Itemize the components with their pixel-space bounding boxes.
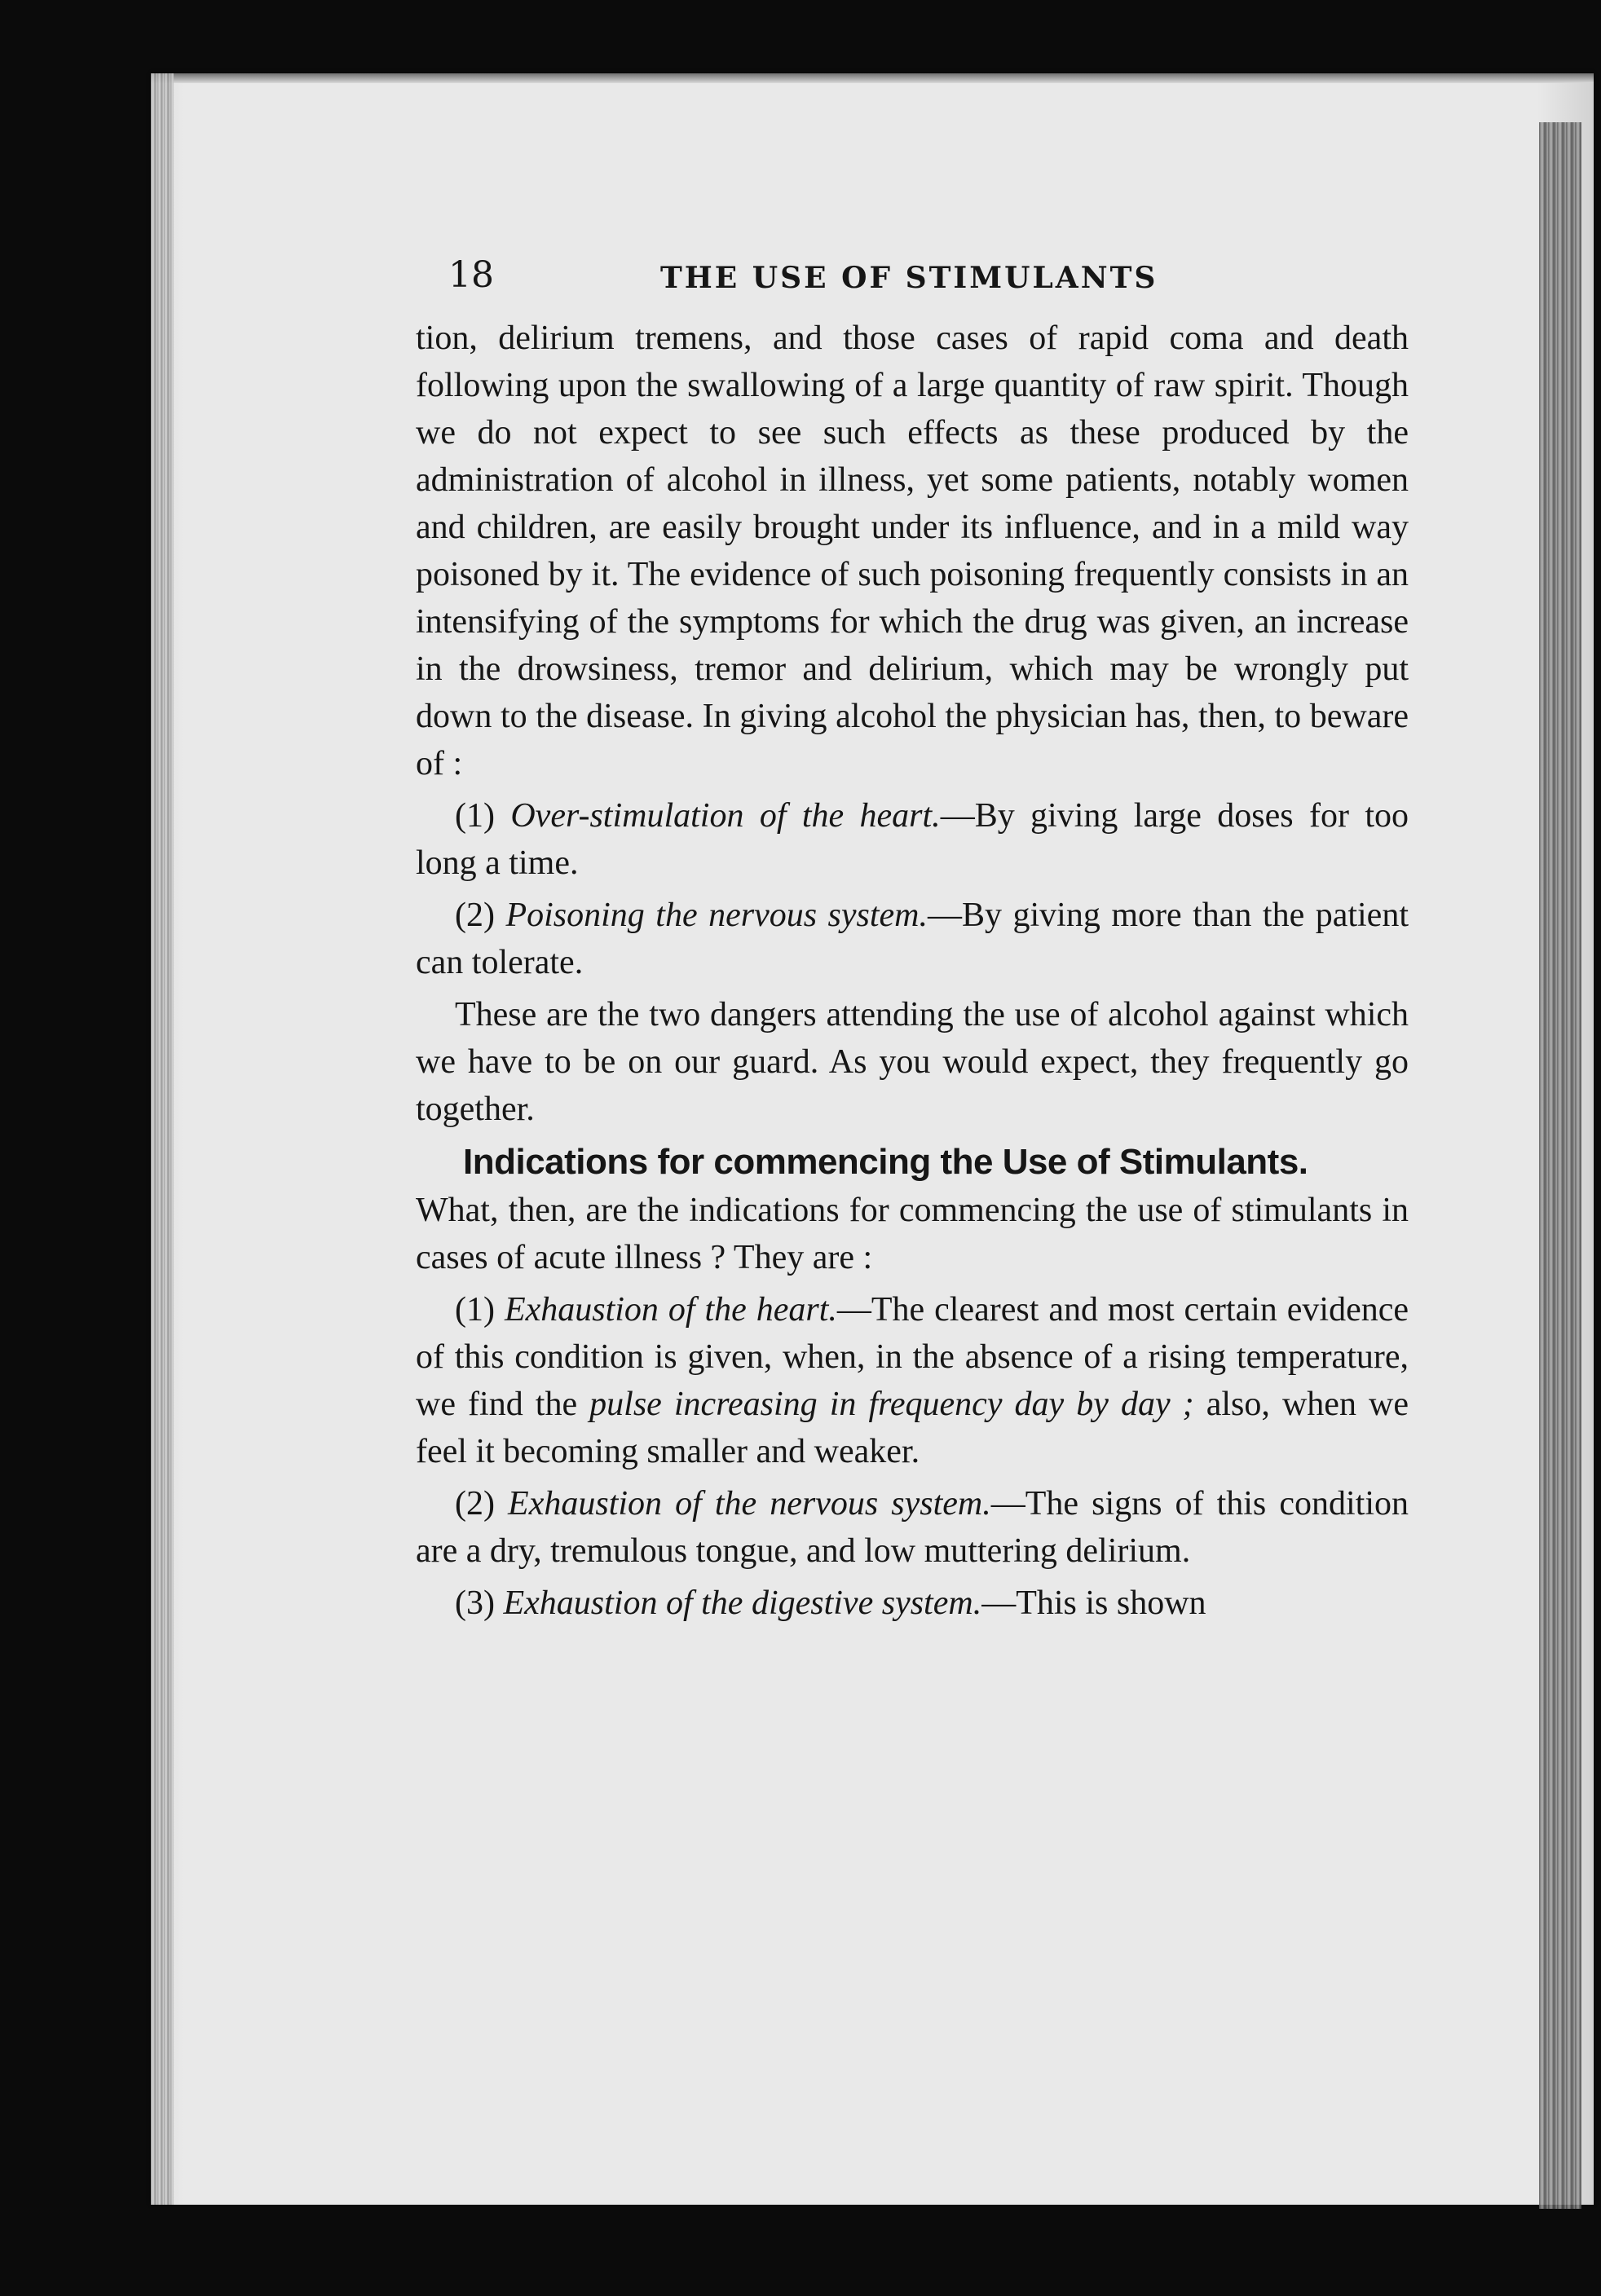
- danger-1-number: (1): [455, 797, 511, 835]
- danger-1-text: —By giving large doses for too long a time.: [416, 797, 1409, 882]
- indication-2-title: Exhaustion of the nervous system.: [508, 1485, 991, 1523]
- indication-item-3: [416, 1580, 1409, 1627]
- page-text: [416, 245, 1409, 1632]
- indication-1-number: (1): [455, 1291, 505, 1329]
- paragraph-dangers: These are the two dangers attending the use of alcohol against which we have to be on our guard. As you would expect, they frequently go together.: [416, 996, 1409, 1128]
- danger-1-title: Over-stimulation of the heart.: [510, 797, 941, 835]
- indication-2-number: (2): [455, 1485, 509, 1523]
- danger-2-text: —By giving more than the patient can tolerate.: [416, 897, 1409, 981]
- indication-item-1: [416, 1286, 1409, 1475]
- indication-1-text-a: —The clearest and most certain evidence of this condition is given, when, in the absence of a rising temperature, we find the: [416, 1291, 1409, 1423]
- page-number: 18: [448, 254, 494, 296]
- indication-1-emphasis: pulse increasing in frequency day by day ;: [589, 1386, 1194, 1423]
- page-top-edge: [151, 73, 1594, 83]
- indication-3-title: Exhaustion of the digestive system.: [503, 1584, 982, 1622]
- indication-2-text: —The signs of this condition are a dry, tremulous tongue, and low muttering delirium.: [416, 1485, 1409, 1570]
- indication-3-number: (3): [455, 1584, 504, 1622]
- danger-item-2: [416, 892, 1409, 986]
- indication-3-text: —This is shown: [981, 1584, 1206, 1622]
- paragraph-indications: What, then, are the indications for commencing the use of stimulants in cases of acute illness ? They are :: [416, 1192, 1409, 1276]
- danger-2-title: Poisoning the nervous system.: [505, 897, 928, 934]
- page-header: [416, 245, 1409, 315]
- indication-1-title: Exhaustion of the heart.: [504, 1291, 837, 1329]
- danger-item-1: [416, 792, 1409, 887]
- page-binding-edge: [151, 73, 174, 2205]
- adjacent-page-edge: [1539, 122, 1581, 2209]
- danger-2-number: (2): [455, 897, 506, 934]
- section-subheading: Indications for commencing the Use of Stimulants.: [463, 1142, 1308, 1182]
- indication-item-2: [416, 1480, 1409, 1575]
- indication-1-text-b: also, when we feel it becoming smaller and weaker.: [416, 1386, 1409, 1470]
- running-head: THE USE OF STIMULANTS: [660, 261, 1158, 295]
- paragraph-continuation: tion, delirium tremens, and those cases of rapid coma and death following upon the swallowing of a large quantity of raw spirit. Though we do not expect to see such effects as these produced by the administration of alcohol in illness, yet some patients, notably women and children, are easily brought under its influence, and in a mild way poisoned by it. The evidence of such poisoning frequently consists in an intensifying of the symptoms for which the drug was given, an increase in the drowsiness, tremor and delirium, which may be wrongly put down to the disease. In giving alcohol the physician has, then, to beware of :: [416, 320, 1409, 782]
